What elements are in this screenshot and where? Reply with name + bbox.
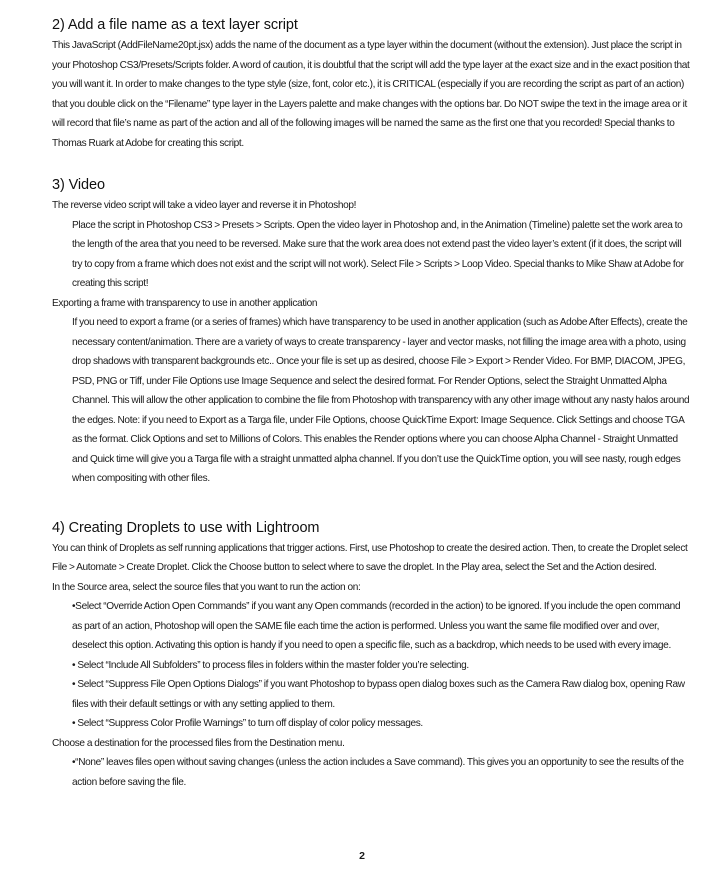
list-item: • Select “Suppress File Open Options Dialogs” if you want Photoshop to bypass open dialog boxes such as the Camera Raw dialog box, opening Raw files with their default settings or with any setting applied to them.: [72, 679, 685, 710]
paragraph: In the Source area, select the source files that you want to run the action on:: [52, 581, 361, 593]
paragraph: The reverse video script will take a video layer and reverse it in Photoshop!: [52, 200, 357, 211]
page-number: 2: [359, 850, 365, 862]
list-item: •“None” leaves files open without saving changes (unless the action includes a Save command). This gives you an opportunity to see the results of the action before saving the file.: [72, 757, 684, 788]
section-filename-script: [52, 14, 690, 153]
list-item: • Select “Suppress Color Profile Warnings” to turn off display of color policy messages.: [72, 718, 423, 729]
paragraph-indented: Place the script in Photoshop CS3 > Presets > Scripts. Open the video layer in Photoshop and, in the Animation (Timeline) palette set the work area to the length of the area that you need to be reversed. Make sure that the work area does not extend past the video layer’s extent (if it does, the script will try to copy from a frame which does not exist and the script will not work). Select File > Scripts > Loop Video. Special thanks to Mike Shaw at Adobe for creating this script!: [72, 219, 684, 289]
section-droplets: [52, 517, 690, 793]
paragraph: Exporting a frame with transparency to use in another application: [52, 297, 318, 309]
section-heading: 4) Creating Droplets to use with Lightroom: [52, 519, 320, 536]
paragraph: You can think of Droplets as self running applications that trigger actions. First, use Photoshop to create the desired action. Then, to create the Droplet select File > Automate > Create Droplet. Click the Choose button to select where to save the droplet. In the Play area, select the Set and the Action desired.: [52, 542, 688, 573]
list-item: • Select “Include All Subfolders” to process files in folders within the master folder you’re selecting.: [72, 659, 469, 671]
paragraph: Choose a destination for the processed files from the Destination menu.: [52, 737, 345, 749]
section-heading: 2) Add a file name as a text layer script: [52, 17, 298, 33]
section-heading: 3) Video: [52, 177, 105, 193]
list-item: •Select “Override Action Open Commands” if you want any Open commands (recorded in the action) to be ignored. If you include the open command as part of an action, Photoshop will open the SAME file each time the action is performed. Unless you want the same file modified over and over, deselect this option. Activating this option is handy if you need to open a specific file, such as a backdrop, which needs to be used with every image.: [72, 601, 681, 651]
section-video: [52, 174, 690, 489]
paragraph: This JavaScript (AddFileName20pt.jsx) adds the name of the document as a type layer within the document (without the extension). Just place the script in your Photoshop CS3/Presets/Scripts folder. A word of caution, it is doubtful that the script will add the type layer at the exact size and in the exact position that you will want it. In order to make changes to the type style (size, font, color etc.), it is CRITICAL (especially if you are recording the script as part of an action) that you double click on the “Filename” type layer in the Layers palette and make changes with the options bar. Do NOT swipe the text in the image area or it will record that file’s name as part of the action and all of the following images will be named the same as the first one that you recorded! Special thanks to Thomas Ruark at Adobe for creating this script.: [52, 40, 690, 149]
paragraph-indented: If you need to export a frame (or a series of frames) which have transparency to be used in another application (such as Adobe After Effects), create the necessary content/animation. There are a variety of ways to create transparency - layer and vector masks, not filling the image area with a photo, using drop shadows with transparent backgrounds etc.. Once your file is set up as desired, choose File > Export > Render Video. For BMP, DIACOM, JPEG, PSD, PNG or Tiff, under File Options use Image Sequence and select the desired format. For Render Options, select the Straight Unmatted Alpha Channel. This will allow the other application to combine the file from Photoshop with transparency with any other image without any nasty halos around the edges. Note: if you need to Export as a Targa file, under File Options, choose QuickTime Export: Image Sequence. Click Settings and choose TGA as the format. Click Options and set to Millions of Colors. This enables the Render options where you can choose Alpha Channel - Straight Unmatted and Quick time will give you a Targa file with a straight unmatted alpha channel. If you don’t use the QuickTime option, you will see nasty, rough edges when compositing with other files.: [72, 317, 690, 484]
